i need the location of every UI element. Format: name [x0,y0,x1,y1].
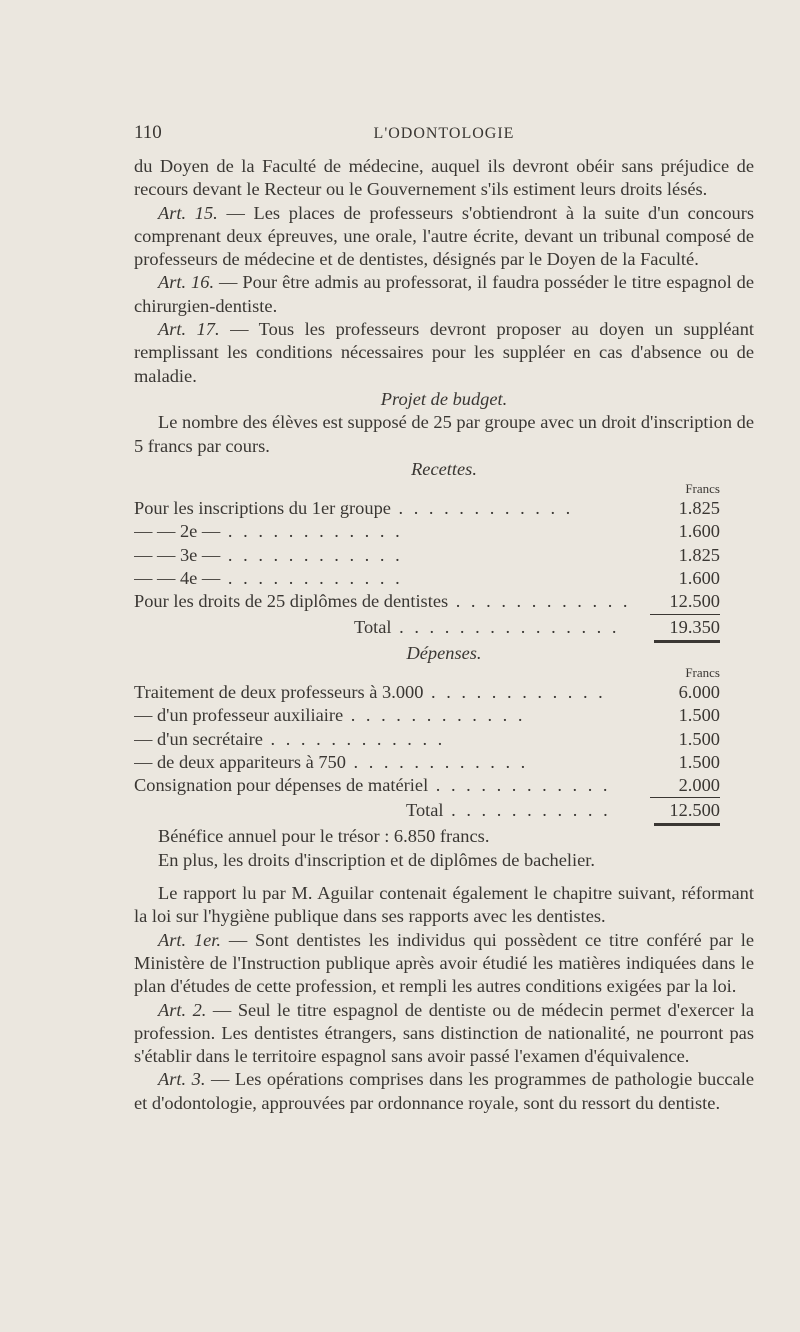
article-text: — Les places de professeurs s'obtiendront à la suite d'un concours comprenant deux épreuves, une orale, l'autre écrite, devant un tribunal composé de professeurs de médecine et de dentistes, désignés par le Doyen de la Faculté. [134,202,755,270]
budget-row-value: 1.500 [678,751,720,772]
total-value: 12.500 [669,800,720,821]
budget-row-label: — d'un professeur auxiliaire . . . . . . . . . . . . [134,705,526,726]
budget-heading: Projet de budget. [380,388,508,409]
article-label: Art. 17. [158,319,220,340]
article-3 [134,1068,754,1115]
leader-dots: . . . . . . . . . . . . [390,498,574,519]
article-text: — Sont dentistes les individus qui possèdent ce titre conféré par le Ministère de l'Instruction publique après avoir étudié les matières indiquées dans le plan d'études de cette profession, et rempli les autres conditions exigées par la loi. [134,929,754,997]
total-rule [650,797,720,798]
budget-row-value: 1.600 [678,521,720,542]
budget-row [134,520,754,543]
total-underline [654,823,720,826]
page-body [134,155,754,1115]
leader-dots: . . . . . . . . . . . . [428,775,611,796]
leader-dots: . . . . . . . . . . . . [448,591,631,612]
leader-dots: . . . . . . . . . . . . [423,681,606,702]
budget-row-label: — — 4e — . . . . . . . . . . . . [134,568,403,589]
unit-label: Francs [685,664,720,680]
budget-row-value: 1.500 [678,705,720,726]
budget-row [134,728,754,751]
article-label: Art. 3. [158,1069,206,1090]
budget-row-label: — d'un secrétaire . . . . . . . . . . . . [134,728,446,749]
article-text: — Pour être admis au professorat, il faudra posséder le titre espagnol de chirurgien-dentiste. [134,272,754,316]
budget-row [134,751,754,774]
budget-row-label: Consignation pour dépenses de matériel . . . . . . . . . . . . [134,775,611,796]
recettes-total-row [134,614,754,642]
running-title: L'ODONTOLOGIE [373,125,515,142]
budget-row-value: 2.000 [678,775,720,796]
budget-row-label: Pour les droits de 25 diplômes de dentistes . . . . . . . . . . . . [134,591,631,612]
budget-row-value: 1.500 [678,728,720,749]
budget-row [134,681,754,704]
recettes-heading: Recettes. [411,458,477,479]
budget-row-value: 6.000 [678,681,720,702]
total-rule [650,614,720,615]
budget-row [134,704,754,727]
en-plus: En plus, les droits d'inscription et de diplômes de bachelier. [158,849,595,870]
paragraph: du Doyen de la Faculté de médecine, auquel ils devront obéir sans préjudice de recours devant le Recteur ou le Gouvernement s'ils estiment leurs droits lésés. [134,156,754,200]
depenses-total-row [134,797,754,825]
page-number: 110 [134,122,162,143]
budget-row-value: 1.600 [678,568,720,589]
budget-row [134,544,754,567]
leader-dots: . . . . . . . . . . . . [262,728,446,749]
article-label: Art. 1er. [158,929,221,950]
article-text: — Les opérations comprises dans les programmes de pathologie buccale et d'odontologie, approuvées par ordonnance royale, sont du ressort du dentiste. [134,1069,754,1113]
article-text: — Seul le titre espagnol de dentiste ou de médecin permet d'exercer la profession. Les dentistes étrangers, sans distinction de nationalité, ne pourront pas s'établir dans le territoire espagnol sans avoir passé l'examen d'équivalence. [134,999,754,1067]
budget-row-label: Traitement de deux professeurs à 3.000 . . . . . . . . . . . . [134,681,606,702]
page-header [134,122,754,148]
leader-dots: . . . . . . . . . . . . [220,568,403,589]
article-15 [134,202,754,272]
article-1 [134,929,754,999]
article-16 [134,271,754,318]
leader-dots: . . . . . . . . . . . . [220,521,403,542]
budget-row [134,590,754,613]
total-label: Total . . . . . . . . . . . [406,800,611,821]
leader-dots: . . . . . . . . . . . . [220,544,403,565]
budget-row-value: 1.825 [678,498,720,519]
budget-intro: Le nombre des élèves est supposé de 25 par groupe avec un droit d'inscription de 5 francs par cours. [134,412,754,456]
budget-row-label: Pour les inscriptions du 1er groupe . . . . . . . . . . . . [134,498,574,519]
recettes-list [134,497,754,613]
article-label: Art. 16. [158,272,215,293]
budget-row-label: — — 3e — . . . . . . . . . . . . [134,544,403,565]
budget-row [134,567,754,590]
depenses-heading: Dépenses. [406,642,482,663]
budget-row-value: 12.500 [669,591,720,612]
benefice: Bénéfice annuel pour le trésor : 6.850 francs. [158,826,490,847]
budget-row [134,774,754,797]
leader-dots: . . . . . . . . . . . . [343,705,526,726]
article-text: — Tous les professeurs devront proposer au doyen un suppléant remplissant les conditions nécessaires pour les suppléer en cas d'absence ou de maladie. [134,319,755,386]
total-value: 19.350 [669,616,720,637]
depenses-list [134,681,754,797]
total-underline [654,640,720,643]
unit-label: Francs [685,481,720,497]
article-17 [134,318,754,388]
article-2 [134,999,754,1069]
spacer [134,872,754,882]
budget-row-value: 1.825 [678,544,720,565]
rapport: Le rapport lu par M. Aguilar contenait également le chapitre suivant, réformant la loi sur l'hygiène publique dans ses rapports avec les dentistes. [134,883,754,927]
budget-row-label: — — 2e — . . . . . . . . . . . . [134,521,403,542]
budget-row-label: — de deux appariteurs à 750 . . . . . . . . . . . . [134,751,529,772]
article-label: Art. 2. [158,999,207,1020]
total-label: Total . . . . . . . . . . . . . . . [354,616,620,637]
article-label: Art. 15. [158,202,218,223]
leader-dots: . . . . . . . . . . . . [345,751,529,772]
budget-row [134,497,754,520]
